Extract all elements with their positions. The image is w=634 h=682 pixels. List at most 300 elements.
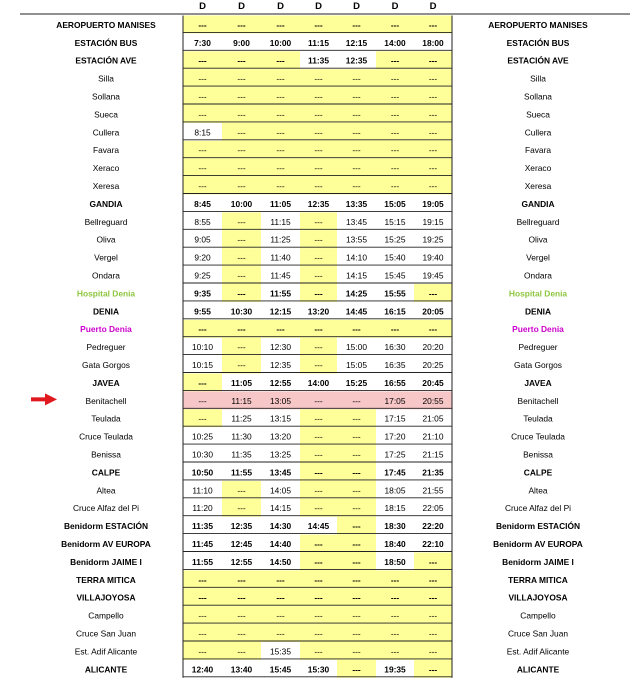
time-cell: 12:55 — [269, 377, 292, 388]
stop-name: Bellreguard — [84, 216, 128, 227]
service-code-5: D — [353, 1, 360, 12]
time-cell: 15:45 — [269, 664, 292, 675]
time-cell: 15:30 — [307, 664, 330, 675]
time-cell: --- — [428, 324, 438, 335]
time-cell: 14:25 — [345, 288, 368, 299]
time-cell: --- — [428, 556, 438, 567]
time-cell: 13:35 — [345, 198, 368, 209]
stop-name-right: Benitachell — [517, 395, 559, 406]
time-cell: 12:55 — [230, 556, 253, 567]
time-cell: --- — [428, 610, 438, 621]
time-cell: --- — [237, 485, 246, 496]
time-cell: 10:50 — [191, 467, 214, 478]
time-cell: --- — [276, 109, 285, 120]
time-cell: --- — [276, 19, 285, 30]
stop-name: Benidorm ESTACIÓN — [63, 521, 149, 532]
time-cell: --- — [237, 163, 246, 174]
time-cell: --- — [276, 163, 285, 174]
stop-name-right: Cruce San Juan — [507, 628, 569, 639]
time-cell: --- — [314, 628, 323, 639]
time-cell: --- — [314, 163, 323, 174]
time-cell: --- — [428, 73, 438, 84]
time-cell: --- — [390, 646, 400, 657]
time-cell: --- — [428, 646, 438, 657]
time-cell: 15:55 — [384, 288, 406, 299]
time-cell: 11:55 — [270, 288, 291, 299]
time-cell: 14:00 — [307, 377, 330, 388]
time-cell: 21:05 — [422, 413, 444, 424]
time-cell: --- — [198, 377, 207, 388]
time-cell: 17:20 — [384, 431, 406, 442]
time-cell: --- — [428, 145, 438, 156]
time-cell: 11:40 — [270, 252, 291, 263]
time-cell: --- — [352, 485, 361, 496]
time-cell: --- — [352, 574, 361, 585]
time-cell: --- — [314, 234, 323, 245]
time-cell: --- — [276, 628, 285, 639]
time-cell: 10:15 — [192, 360, 213, 370]
time-cell: 15:15 — [384, 216, 406, 227]
time-cell: --- — [352, 91, 361, 102]
time-cell: --- — [314, 449, 323, 460]
time-cell: --- — [352, 610, 361, 621]
stop-name-right: Benissa — [523, 449, 553, 460]
time-cell: --- — [237, 646, 246, 657]
time-cell: --- — [352, 145, 361, 156]
time-cell: 8:15 — [194, 127, 211, 138]
stop-name: Cruce Teulada — [79, 431, 133, 442]
time-cell: --- — [352, 163, 361, 174]
stop-name: GANDIA — [89, 198, 123, 209]
time-cell: --- — [198, 646, 207, 657]
time-cell: --- — [198, 163, 207, 174]
stop-name: Puerto Denia — [80, 324, 132, 335]
time-cell: --- — [276, 55, 285, 66]
time-cell: --- — [276, 574, 285, 585]
time-cell: --- — [237, 19, 246, 30]
time-cell: --- — [314, 539, 323, 549]
time-cell: --- — [198, 91, 207, 102]
time-cell: --- — [237, 252, 246, 263]
time-cell: --- — [198, 628, 207, 639]
stop-name-right: CALPE — [523, 467, 553, 478]
time-cell: 19:35 — [384, 664, 406, 675]
time-cell: --- — [352, 539, 361, 549]
stop-name: Gata Gorgos — [82, 360, 130, 370]
stop-name-right: Cullera — [524, 127, 552, 138]
stop-name: Ondara — [92, 270, 120, 281]
stop-name: Altea — [96, 485, 116, 496]
stop-name: Benissa — [91, 449, 121, 460]
time-cell: --- — [314, 109, 323, 120]
stop-name-right: GANDIA — [521, 198, 555, 209]
time-cell: 21:15 — [422, 449, 444, 460]
time-cell: 14:30 — [269, 521, 292, 532]
time-cell: --- — [314, 574, 323, 585]
time-cell: 9:20 — [194, 252, 211, 263]
time-cell: 15:25 — [384, 234, 406, 245]
time-cell: 14:45 — [345, 306, 368, 317]
time-cell: 12:35 — [270, 360, 291, 370]
time-cell: 9:55 — [194, 306, 211, 317]
stop-name-right: Gata Gorgos — [514, 360, 562, 370]
time-cell: --- — [237, 628, 246, 639]
time-cell: 8:55 — [194, 216, 211, 227]
time-cell: --- — [352, 127, 361, 138]
red-arrow-icon — [31, 393, 57, 405]
stop-name: TERRA MITICA — [76, 574, 136, 585]
time-cell: --- — [352, 503, 361, 514]
time-cell: 15:40 — [384, 252, 406, 263]
stop-name-right: Benidorm JAIME I — [502, 556, 574, 567]
service-code-1: D — [199, 1, 206, 12]
stop-name-right: Cruce Alfaz del Pi — [504, 503, 572, 514]
stop-name: Vergel — [94, 252, 118, 263]
stop-name: JAVEA — [92, 377, 120, 388]
time-cell: --- — [237, 592, 246, 603]
time-cell: 13:55 — [346, 234, 367, 245]
stop-name: Cruce Alfaz del Pi — [72, 503, 140, 514]
stop-name-right: Bellreguard — [516, 216, 560, 227]
time-cell: 13:25 — [270, 449, 291, 460]
time-cell: 16:35 — [384, 360, 406, 370]
time-cell: --- — [352, 431, 361, 442]
time-cell: 22:20 — [422, 521, 444, 532]
time-cell: 11:05 — [231, 377, 252, 388]
stop-name-right: Cruce Teulada — [511, 431, 565, 442]
stop-name-right: Hospital Denia — [508, 288, 568, 299]
time-cell: 12:35 — [345, 55, 368, 66]
time-cell: 14:15 — [346, 270, 367, 281]
time-cell: --- — [390, 181, 400, 191]
time-cell: --- — [314, 413, 323, 424]
time-cell: --- — [314, 216, 323, 227]
stop-name-right: TERRA MITICA — [508, 574, 568, 585]
time-cell: --- — [428, 288, 438, 299]
time-cell: --- — [314, 19, 323, 30]
time-cell: --- — [390, 628, 400, 639]
time-cell: 11:15 — [308, 37, 329, 48]
time-cell: 13:05 — [270, 395, 291, 406]
time-cell: --- — [428, 181, 438, 191]
time-cell: --- — [237, 73, 246, 84]
time-cell: --- — [198, 19, 207, 30]
time-cell: 18:15 — [384, 503, 406, 514]
time-cell: --- — [352, 628, 361, 639]
time-cell: --- — [276, 592, 285, 603]
time-cell: --- — [428, 163, 438, 174]
time-cell: 19:25 — [422, 234, 444, 245]
time-cell: --- — [276, 91, 285, 102]
stop-name-right: Xeresa — [524, 181, 552, 191]
time-cell: --- — [314, 91, 323, 102]
time-cell: 19:40 — [422, 252, 444, 263]
time-cell: 10:30 — [192, 449, 213, 460]
time-cell: 15:05 — [346, 360, 367, 370]
stop-name-right: Favara — [524, 145, 552, 156]
time-cell: --- — [352, 449, 361, 460]
service-code-6: D — [391, 1, 399, 12]
stop-name-right: Puerto Denia — [512, 324, 564, 335]
time-cell: 14:10 — [346, 252, 367, 263]
stop-name: Cullera — [92, 127, 120, 138]
time-cell: 9:00 — [233, 37, 250, 48]
time-cell: --- — [314, 592, 323, 603]
time-cell: 11:10 — [192, 485, 213, 496]
time-cell: 12:35 — [307, 198, 330, 209]
time-cell: --- — [314, 288, 323, 299]
time-cell: 10:25 — [192, 431, 213, 442]
time-cell: --- — [428, 55, 438, 66]
time-cell: --- — [237, 610, 246, 621]
time-cell: 11:45 — [192, 539, 213, 549]
time-cell: 22:10 — [422, 539, 444, 549]
time-cell: --- — [237, 216, 246, 227]
time-cell: 18:50 — [384, 556, 406, 567]
time-cell: 10:00 — [230, 198, 253, 209]
time-cell: 14:15 — [270, 503, 291, 514]
time-cell: 14:50 — [269, 556, 292, 567]
stop-name: Sollana — [92, 91, 120, 102]
time-cell: --- — [352, 664, 361, 675]
time-cell: --- — [314, 485, 323, 496]
stop-name-right: Teulada — [523, 413, 553, 424]
time-cell: 11:55 — [192, 556, 213, 567]
time-cell: --- — [237, 342, 246, 353]
time-cell: --- — [198, 109, 207, 120]
time-cell: --- — [390, 610, 400, 621]
stop-name-right: ALICANTE — [516, 664, 560, 675]
time-cell: 17:25 — [384, 449, 406, 460]
time-cell: --- — [314, 360, 323, 370]
time-cell: --- — [352, 395, 361, 406]
time-cell: --- — [352, 73, 361, 84]
time-cell: --- — [198, 181, 207, 191]
time-cell: --- — [237, 234, 246, 245]
time-cell: --- — [314, 270, 323, 281]
time-cell: --- — [198, 395, 207, 406]
time-cell: 19:45 — [422, 270, 444, 281]
time-cell: 21:10 — [422, 431, 444, 442]
time-cell: 15:35 — [270, 646, 291, 657]
time-cell: 13:45 — [346, 216, 367, 227]
time-cell: 11:15 — [231, 395, 252, 406]
time-cell: --- — [237, 270, 246, 281]
time-cell: --- — [276, 324, 285, 335]
time-cell: 21:55 — [422, 485, 444, 496]
time-cell: --- — [352, 646, 361, 657]
stop-name-right: DENIA — [524, 306, 552, 317]
time-cell: 18:40 — [384, 539, 406, 549]
stop-name: ALICANTE — [84, 664, 128, 675]
time-cell: 10:30 — [230, 306, 253, 317]
time-cell: --- — [390, 73, 400, 84]
time-cell: 13:45 — [269, 467, 292, 478]
time-cell: 15:45 — [384, 270, 406, 281]
stop-name: Benidorm AV EUROPA — [61, 539, 151, 549]
stop-name: VILLAJOYOSA — [76, 592, 136, 603]
time-cell: --- — [314, 145, 323, 156]
time-cell: 15:00 — [346, 342, 367, 353]
time-cell: --- — [352, 521, 361, 532]
service-code-2: D — [238, 1, 245, 12]
time-cell: --- — [198, 574, 207, 585]
stop-name-right: Xeraco — [524, 163, 552, 174]
time-cell: --- — [314, 127, 323, 138]
time-cell: 11:05 — [270, 198, 291, 209]
time-cell: 14:40 — [269, 539, 292, 549]
time-cell: --- — [198, 55, 207, 66]
time-cell: --- — [428, 109, 438, 120]
time-cell: 11:35 — [231, 449, 252, 460]
stop-name: DENIA — [92, 306, 120, 317]
time-cell: 16:30 — [384, 342, 406, 353]
time-cell: --- — [390, 19, 400, 30]
time-cell: --- — [352, 413, 361, 424]
time-cell: --- — [352, 324, 361, 335]
time-cell: --- — [428, 91, 438, 102]
time-cell: 13:40 — [230, 664, 253, 675]
time-cell: 18:30 — [384, 521, 406, 532]
time-cell: --- — [352, 181, 361, 191]
time-cell: 16:55 — [384, 377, 406, 388]
time-cell: 9:05 — [194, 234, 211, 245]
time-cell: --- — [352, 19, 361, 30]
stop-name-right: Campello — [520, 610, 556, 621]
time-cell: 17:05 — [384, 395, 406, 406]
stop-name-right: Sueca — [526, 109, 550, 120]
time-cell: --- — [237, 109, 246, 120]
stop-name-right: ESTACIÓN BUS — [506, 37, 570, 48]
time-cell: 13:20 — [307, 306, 330, 317]
time-cell: --- — [237, 55, 246, 66]
time-cell: 20:45 — [422, 377, 444, 388]
time-cell: 13:20 — [270, 431, 291, 442]
time-cell: 9:25 — [194, 270, 211, 281]
time-cell: 11:15 — [270, 216, 291, 227]
stop-name-right: Silla — [530, 73, 546, 84]
time-cell: 19:05 — [422, 198, 444, 209]
time-cell: 12:40 — [191, 664, 214, 675]
time-cell: --- — [428, 592, 438, 603]
stop-name: ESTACIÓN BUS — [74, 37, 138, 48]
stop-name: Silla — [98, 73, 114, 84]
time-cell: 13:15 — [270, 413, 291, 424]
time-cell: 11:35 — [308, 55, 329, 66]
time-cell: 11:35 — [192, 521, 213, 532]
time-cell: --- — [390, 324, 400, 335]
stop-name: Benitachell — [85, 395, 127, 406]
time-cell: 10:10 — [192, 342, 213, 353]
time-cell: --- — [390, 109, 400, 120]
stop-name: Cruce San Juan — [75, 628, 137, 639]
time-cell: 15:25 — [345, 377, 368, 388]
time-cell: --- — [276, 610, 285, 621]
time-cell: --- — [352, 109, 361, 120]
stop-name: Sueca — [94, 109, 118, 120]
time-cell: --- — [428, 664, 438, 675]
time-cell: 12:30 — [270, 342, 291, 353]
time-cell: --- — [390, 55, 400, 66]
time-cell: --- — [198, 324, 207, 335]
time-cell: 18:00 — [422, 37, 444, 48]
time-cell: --- — [352, 556, 361, 567]
stop-name: ESTACIÓN AVE — [75, 55, 137, 66]
time-cell: --- — [314, 610, 323, 621]
time-cell: 14:00 — [384, 37, 406, 48]
time-cell: --- — [276, 181, 285, 191]
time-cell: 11:20 — [192, 503, 213, 514]
stop-name: CALPE — [91, 467, 121, 478]
time-cell: --- — [314, 556, 323, 567]
time-cell: 12:15 — [345, 37, 368, 48]
time-cell: --- — [390, 127, 400, 138]
time-cell: --- — [352, 592, 361, 603]
time-cell: 20:25 — [422, 360, 444, 370]
service-code-4: D — [315, 1, 322, 12]
stop-name-right: Benidorm ESTACIÓN — [495, 521, 581, 532]
time-cell: --- — [314, 324, 323, 335]
time-cell: --- — [237, 360, 246, 370]
time-cell: 12:15 — [269, 306, 292, 317]
time-cell: 11:55 — [231, 467, 252, 478]
time-cell: 11:45 — [270, 270, 291, 281]
time-cell: 14:45 — [307, 521, 330, 532]
time-cell: --- — [198, 592, 207, 603]
stop-name: Hospital Denia — [76, 288, 136, 299]
stop-name-right: Oliva — [528, 234, 548, 245]
time-cell: 7:30 — [194, 37, 211, 48]
time-cell: --- — [390, 163, 400, 174]
stop-name: Favara — [92, 145, 120, 156]
stop-name-right: AEROPUERTO MANISES — [488, 19, 588, 30]
time-cell: 12:35 — [230, 521, 253, 532]
stop-name: Teulada — [91, 413, 121, 424]
time-cell: --- — [237, 127, 246, 138]
stop-name: Campello — [88, 610, 124, 621]
time-cell: 22:05 — [422, 503, 444, 514]
time-cell: --- — [428, 574, 438, 585]
stop-name: Est. Adif Alicante — [74, 646, 138, 657]
time-cell: --- — [314, 467, 323, 478]
time-cell: 15:05 — [384, 198, 406, 209]
stop-name-right: Vergel — [526, 252, 550, 263]
time-cell: --- — [276, 73, 285, 84]
time-cell: --- — [237, 181, 246, 191]
stop-name: AEROPUERTO MANISES — [56, 19, 156, 30]
time-cell: 20:55 — [422, 395, 444, 406]
time-cell: --- — [428, 127, 438, 138]
time-cell: 11:30 — [231, 431, 252, 442]
time-cell: --- — [314, 342, 323, 353]
time-cell: --- — [237, 145, 246, 156]
stop-name-right: Est. Adif Alicante — [506, 646, 570, 657]
service-code-7: D — [429, 1, 437, 12]
stop-name-right: Pedreguer — [518, 342, 558, 353]
stop-name: Benidorm JAIME I — [70, 556, 142, 567]
stop-name-right: Sollana — [524, 91, 552, 102]
stop-name-right: JAVEA — [524, 377, 552, 388]
time-cell: --- — [314, 73, 323, 84]
time-cell: --- — [198, 73, 207, 84]
time-cell: --- — [352, 467, 361, 478]
time-cell: 8:45 — [194, 198, 211, 209]
time-cell: 12:45 — [230, 539, 253, 549]
time-cell: --- — [390, 574, 400, 585]
stop-name: Oliva — [96, 234, 116, 245]
time-cell: --- — [428, 19, 438, 30]
time-cell: 14:05 — [270, 485, 291, 496]
